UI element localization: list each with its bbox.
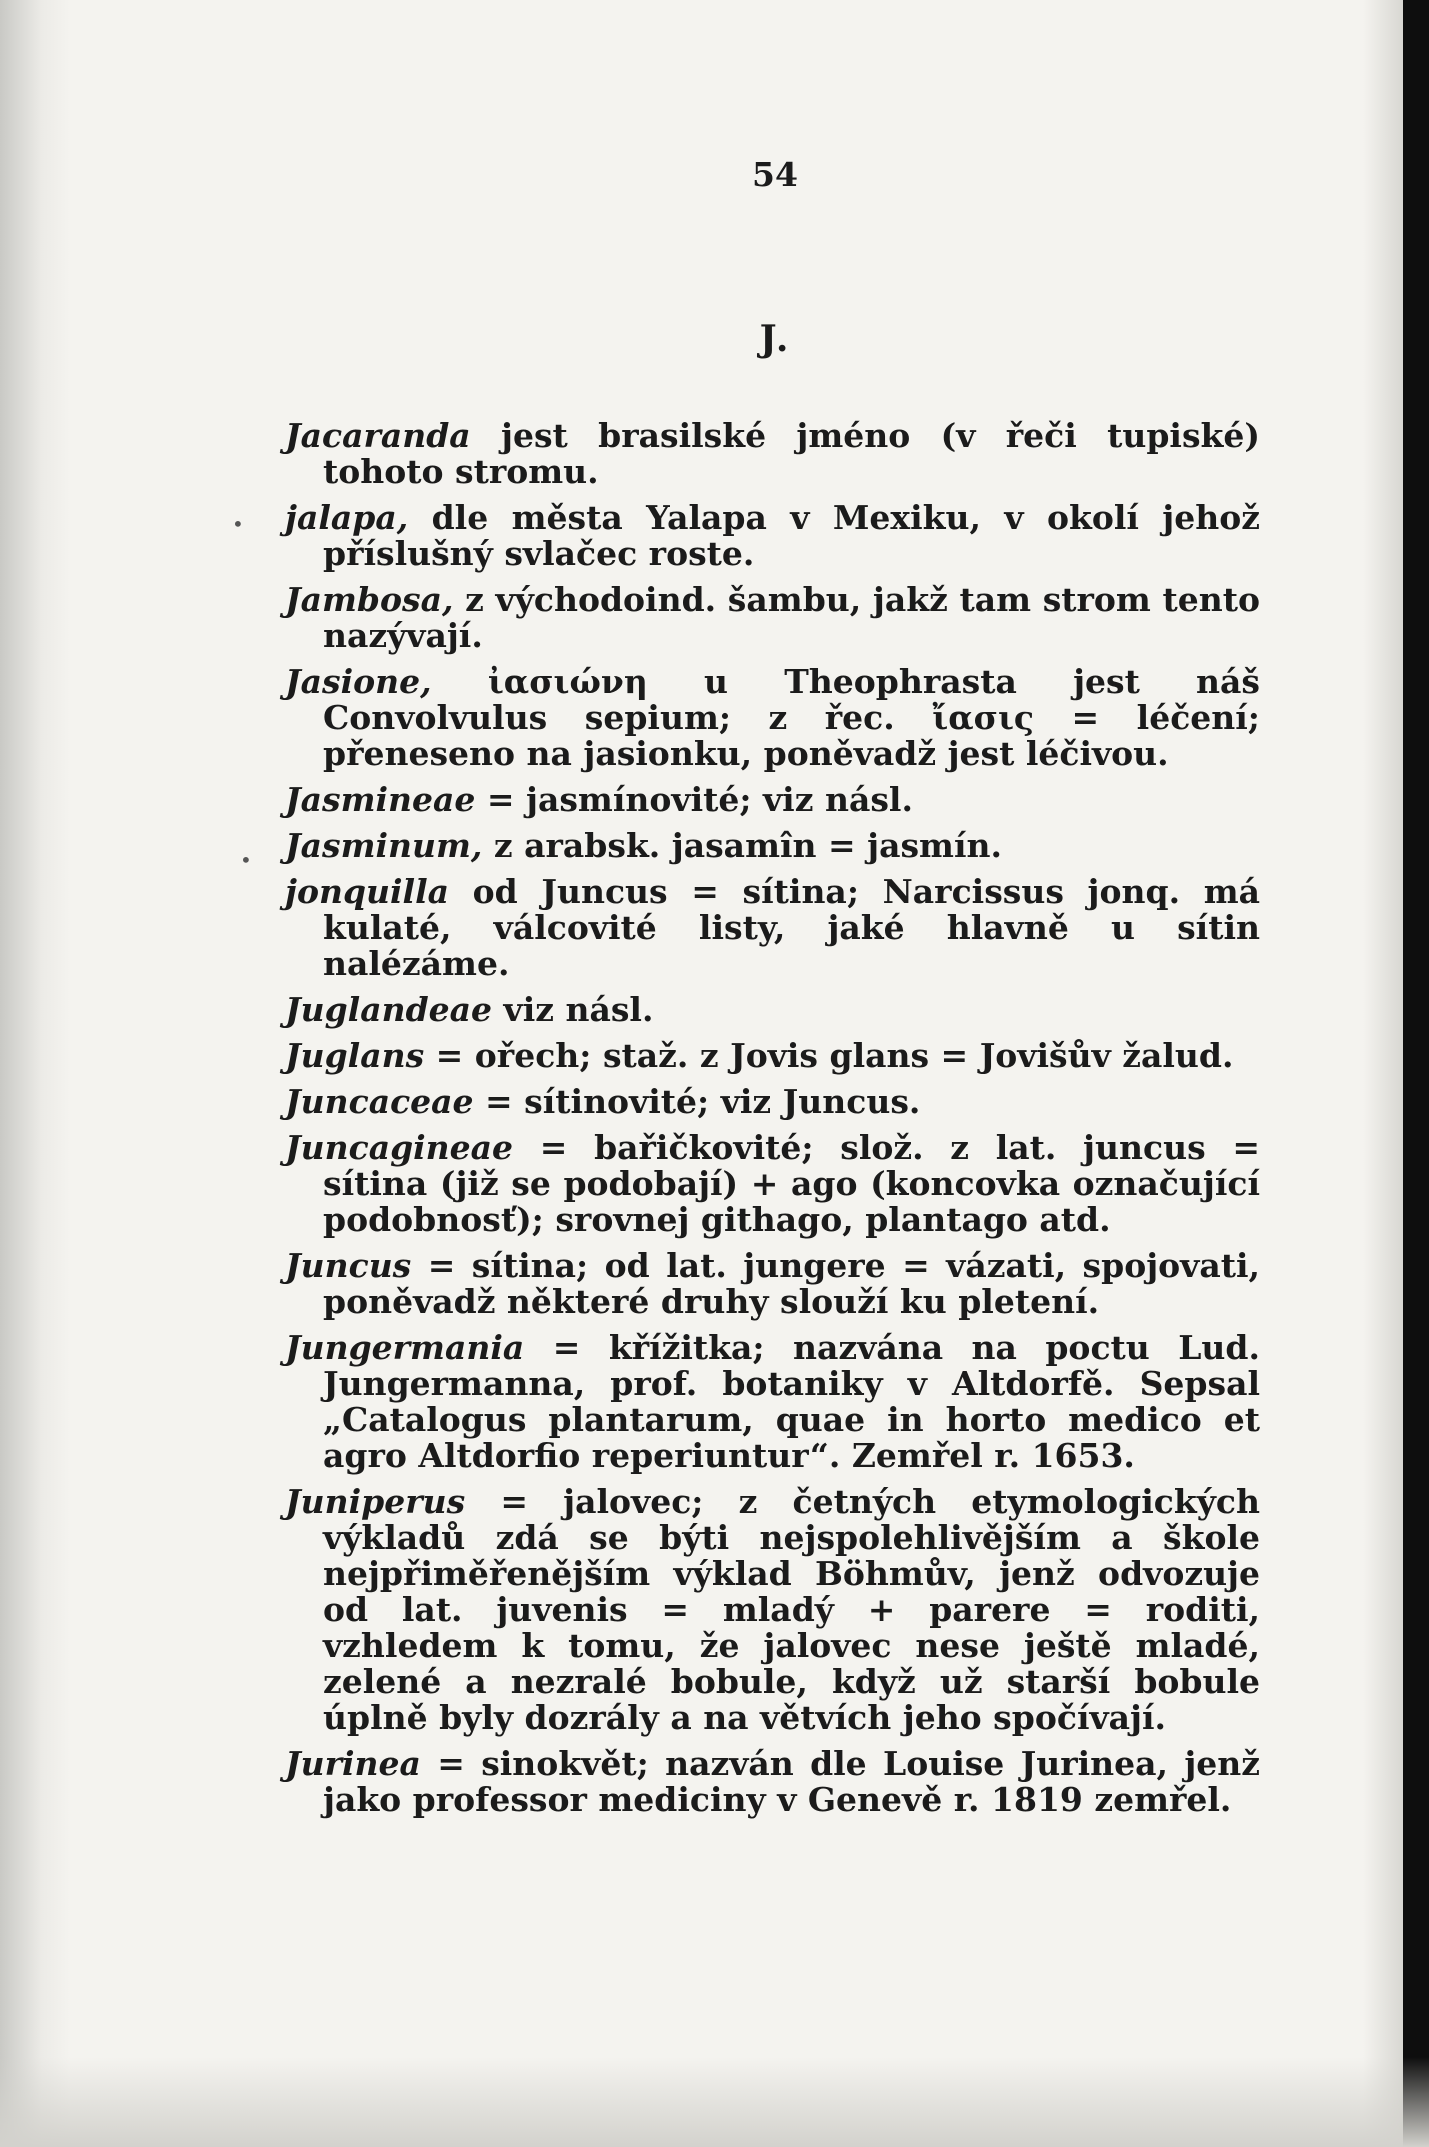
glossary-entry bbox=[285, 418, 1260, 490]
entry-term: Jambosa, bbox=[285, 580, 454, 619]
entry-text: = sítina; od lat. jungere = vázati, spojovati, poněvadž některé druhy slouží ku pletení. bbox=[323, 1246, 1260, 1321]
glossary-entry bbox=[285, 664, 1260, 772]
entry-term: jalapa, bbox=[285, 498, 409, 537]
entry-text: = bařičkovité; slož. z lat. juncus = sítina (již se podobají) + ago (koncovka označující podobnosť); srovnej githago, plantago atd. bbox=[323, 1128, 1260, 1239]
glossary-entry bbox=[285, 992, 1260, 1028]
scan-shadow-bottom bbox=[0, 2057, 1429, 2147]
glossary-entry bbox=[285, 1746, 1260, 1818]
entry-text: = sinokvět; nazván dle Louise Jurinea, jenž jako professor mediciny v Genevě r. 1819 zemřel. bbox=[323, 1744, 1260, 1819]
entry-term: Juncus bbox=[285, 1246, 412, 1285]
entry-term: Juniperus bbox=[285, 1482, 466, 1521]
entry-term: jonquilla bbox=[285, 872, 450, 911]
glossary-entry bbox=[285, 1084, 1260, 1120]
glossary-entry bbox=[285, 874, 1260, 982]
entry-text: jest brasilské jméno (v řeči tupiské) tohoto stromu. bbox=[323, 416, 1260, 491]
entry-text: = křížitka; nazvána na poctu Lud. Jungermanna, prof. botaniky v Altdorfě. Sepsal „Catalogus plantarum, quae in horto medico et agro Altdorfio reperiuntur“. Zemřel r. 1653. bbox=[323, 1328, 1260, 1475]
glossary-entry bbox=[285, 1484, 1260, 1736]
entry-text: od Juncus = sítina; Narcissus jonq. má kulaté, válcovité listy, jaké hlavně u sítin nalézáme. bbox=[323, 872, 1260, 983]
glossary-entry bbox=[285, 828, 1260, 864]
entry-text: viz násl. bbox=[492, 990, 654, 1029]
glossary-entry bbox=[285, 500, 1260, 572]
glossary-entry bbox=[285, 1330, 1260, 1474]
glossary-entry bbox=[285, 1038, 1260, 1074]
entry-text: ἰασιώνη u Theophrasta jest náš Convolvulus sepium; z řec. ἴασις = léčení; přeneseno na jasionku, poněvadž jest léčivou. bbox=[323, 662, 1260, 773]
entry-term: Jungermania bbox=[285, 1328, 525, 1367]
entry-text: z východoind. šambu, jakž tam strom tento nazývají. bbox=[323, 580, 1260, 655]
entry-text: = sítinovité; viz Juncus. bbox=[473, 1082, 921, 1121]
entry-term: Jasminum, bbox=[285, 826, 483, 865]
entry-term: Juglans bbox=[285, 1036, 425, 1075]
glossary-entry bbox=[285, 782, 1260, 818]
glossary-entry bbox=[285, 582, 1260, 654]
entry-term: Jasmineae bbox=[285, 780, 476, 819]
page-number: 54 bbox=[752, 155, 798, 194]
margin-mark-icon: • bbox=[232, 512, 244, 536]
entry-term: Jurinea bbox=[285, 1744, 421, 1783]
entry-text: = jalovec; z četných etymologických výkladů zdá se býti nejspolehlivějším a škole nejpřiměřenějším výklad Böhmův, jenž odvozuje od lat. juvenis = mladý + parere = roditi, vzhledem k tomu, že jalovec nese ještě mladé, zelené a nezralé bobule, když už starší bobule úplně byly dozrály a na větvích jeho spočívají. bbox=[323, 1482, 1260, 1737]
glossary-entries bbox=[285, 418, 1260, 1828]
entry-text: dle města Yalapa v Mexiku, v okolí jehož příslušný svlačec roste. bbox=[323, 498, 1260, 573]
entry-term: Juglandeae bbox=[285, 990, 493, 1029]
glossary-entry bbox=[285, 1130, 1260, 1238]
margin-mark-icon: • bbox=[240, 848, 252, 872]
section-heading: J. bbox=[759, 318, 791, 360]
glossary-entry bbox=[285, 1248, 1260, 1320]
entry-text: = ořech; staž. z Jovis glans = Jovišův žalud. bbox=[424, 1036, 1234, 1075]
entry-term: Juncagineae bbox=[285, 1128, 514, 1167]
entry-term: Jacaranda bbox=[285, 416, 471, 455]
entry-text: = jasmínovité; viz násl. bbox=[475, 780, 913, 819]
entry-term: Jasione, bbox=[285, 662, 432, 701]
entry-term: Juncaceae bbox=[285, 1082, 474, 1121]
entry-text: z arabsk. jasamîn = jasmín. bbox=[482, 826, 1002, 865]
